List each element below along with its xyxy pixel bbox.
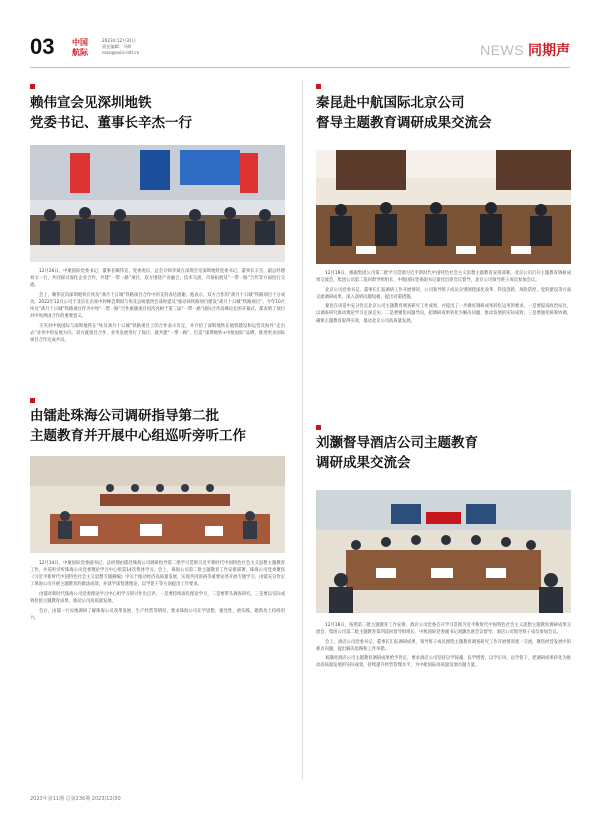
paragraph: 12月14日，中航国际党委副书记、总经理由镭赴珠海公司调研指导第二批学习贯彻习近平新时代中国特色社会主义思想主题教育工作，并巡听旁听珠海公司党委理论学习中心组第14次集体学习。会上，珠海公司第二批主题教育工作安排部署，珠海公司党委聚焦《习近平新时代中国特色社会主义思想专题摘编》中关于推动经济高质量发展、实现共同富裕等重要论述开展专题学习，由镭充分肯定了珠海公司开展主题教育的做法成效，并就学深悟透理论、以学促干等方面提出工作要求。 — [30, 561, 285, 588]
paragraph: 12月18日，根据集团公司第二批学习贯彻习近平新时代中国特色社会主义思想主题教育安排部署，北京公司召开主题教育调研成果交流会，集团公司第二巡回督导组组长、中航国际党委副书记秦昆出席会议督导，北京公司领导班子成员参加会议。 — [316, 271, 571, 284]
article-title-line: 调研成果交流会 — [316, 455, 411, 471]
paragraph: 会上，赖伟宣向深圳地铁在埃及“斋月十日城”铁路项目合作中的支持表达感谢。他表示，双方合作的“斋月十日城”铁路项目十分成功。2022年12月公司于北京在出席中阿峰会期间与埃及总统塞西会谈时提及“推动该铁路项目建设“斋月十日城”铁路项目”。今年10月埃及“斋月十日城”铁路项目作为中埃“一带一路”合作旗舰项目再次亮相于第三届“一带一路”国际合作高峰论坛的开幕式，都表明了项目对中埃两国合作的重要意义。 — [30, 292, 285, 320]
page-number: 03 — [30, 34, 55, 59]
article-2-body — [30, 560, 285, 624]
title-marker — [316, 84, 321, 89]
logo-line-1: 中国 — [72, 38, 88, 47]
article-title-line: 党委书记、董事长辛杰一行 — [30, 115, 192, 131]
article-title-line: 秦昆赴中航国际北京公司 — [316, 95, 465, 111]
page-footer: 2023年第11期 总第236期 2023/12/30 — [30, 796, 121, 802]
title-marker — [30, 84, 35, 89]
paragraph: 北京公司党委书记、董事长汇报调研工作开展情况，公司领导班子成员分别围绕深化改革、科技创新、风险防控、党的建设等方面交流调研成果，深入剖析问题短板，提出对策措施。 — [316, 287, 571, 300]
article-3-body — [316, 270, 571, 327]
article-4-body — [316, 622, 571, 672]
paragraph: 12月18日，按照第二批主题教育工作安排，酒店公司党委召开学习贯彻习近平新时代中国特色社会主义思想主题教育调研成果交流会，集团公司第二批主题教育第四巡回督导组组长、中航国际党委副书记刘灏出席会议督导，酒店公司领导班子成员参加会议。 — [316, 623, 571, 636]
logo-line-2: 航际 — [72, 48, 88, 57]
meta-email: mac@aviic-intl.cn — [102, 50, 140, 55]
article-title-line: 督导主题教育调研成果交流会 — [316, 115, 492, 131]
paragraph: 会后，由镭一行实地调研了解珠海公司改革发展、生产经营等情况，要求珠海公司在学思想、强党性、重实践、建新功上持续用力。 — [30, 608, 285, 621]
article-3-title — [316, 93, 571, 133]
article-title-line: 主题教育并开展中心组巡听旁听工作 — [30, 428, 246, 444]
meta-editor: 责任编辑：马辉 — [102, 44, 132, 49]
article-4-title — [316, 433, 571, 473]
issue-meta — [102, 38, 139, 56]
paragraph: 由镭对新时代珠海公司党委理论学习中心组学习研讨作出点评。一是要持续深化理论学习，二是要带头调查研究，三是要以实际成效检验主题教育成果，推动公司高质量发展。 — [30, 591, 285, 604]
article-title-line: 由镭赴珠海公司调研指导第二批 — [30, 408, 219, 424]
title-marker — [316, 425, 321, 430]
paragraph: 12月26日，中航国际党委书记、董事长赖伟宣，党委委员、总会计师李斌在深圳会见深圳地铁党委书记、董事长辛杰，副总经理刘文一行，共同探讨深化企业合作，共建“一带一路”项目，双方围绕产业融合、技术交流、市场拓展及“一带一路”合作等方面进行交流。 — [30, 269, 285, 289]
paragraph: 辛杰对中航国际与深圳地铁在“埃及斋月十日城”铁路项目上的合作表示肯定，并介绍了深圳地铁在地铁建设和运营及海外“走出去”业务中的发展方向，双方就项目合作、业务发展进行了探讨，就共建“一带一路”，打造“深圳地铁+中航国际”品牌，推进更多国际项目合作达成共识。 — [30, 323, 285, 343]
header-rule — [30, 67, 570, 68]
publication-logo — [72, 38, 96, 62]
article-1-photo — [30, 145, 285, 262]
section-en: NEWS — [480, 42, 525, 58]
paragraph: 刘灏对酒店公司主题教育调研成果给予肯定，要求酒店公司坚持以学铸魂、以学增智、以学正风、以学促干，把调研成果转化为推动高质量发展的实际成效，持续提升经营管理水平，为中航国际高质量发展贡献力量。 — [316, 656, 571, 669]
article-title-line: 赖伟宣会见深圳地铁 — [30, 95, 152, 111]
section-cn: 同期声 — [528, 42, 570, 58]
article-title-line: 刘灏督导酒店公司主题教育 — [316, 435, 478, 451]
article-2-photo — [30, 456, 285, 553]
column-divider — [302, 80, 303, 780]
paragraph: 秦昆在讲话中充分肯定北京公司主题教育调查研究工作成果，并提出了一步做好调研成果转化运用的要求。一是要提高政治站位，以调查研究推动理论学习走深走实；二是要聚焦问题导向，把调研成果转化为解决问题、推动发展的实际成效；三是要强化统筹协调，确保主题教育取得实效，推动北京公司高质量发展。 — [316, 304, 571, 324]
title-marker — [30, 398, 35, 403]
article-1-body — [30, 268, 285, 346]
article-2-title — [30, 406, 295, 446]
article-1-title — [30, 93, 295, 133]
article-4-photo — [316, 490, 571, 613]
meta-date: 2023年12月31日 — [102, 38, 136, 43]
article-3-photo — [316, 150, 571, 264]
paragraph: 会上，酒店公司党委书记、董事长汇报调研成果，领导班子成员围绕主题教育调查研究工作开展情况逐一交流，聚焦经营发展中的难点问题，提出解决思路和工作举措。 — [316, 639, 571, 652]
section-header — [480, 40, 570, 60]
